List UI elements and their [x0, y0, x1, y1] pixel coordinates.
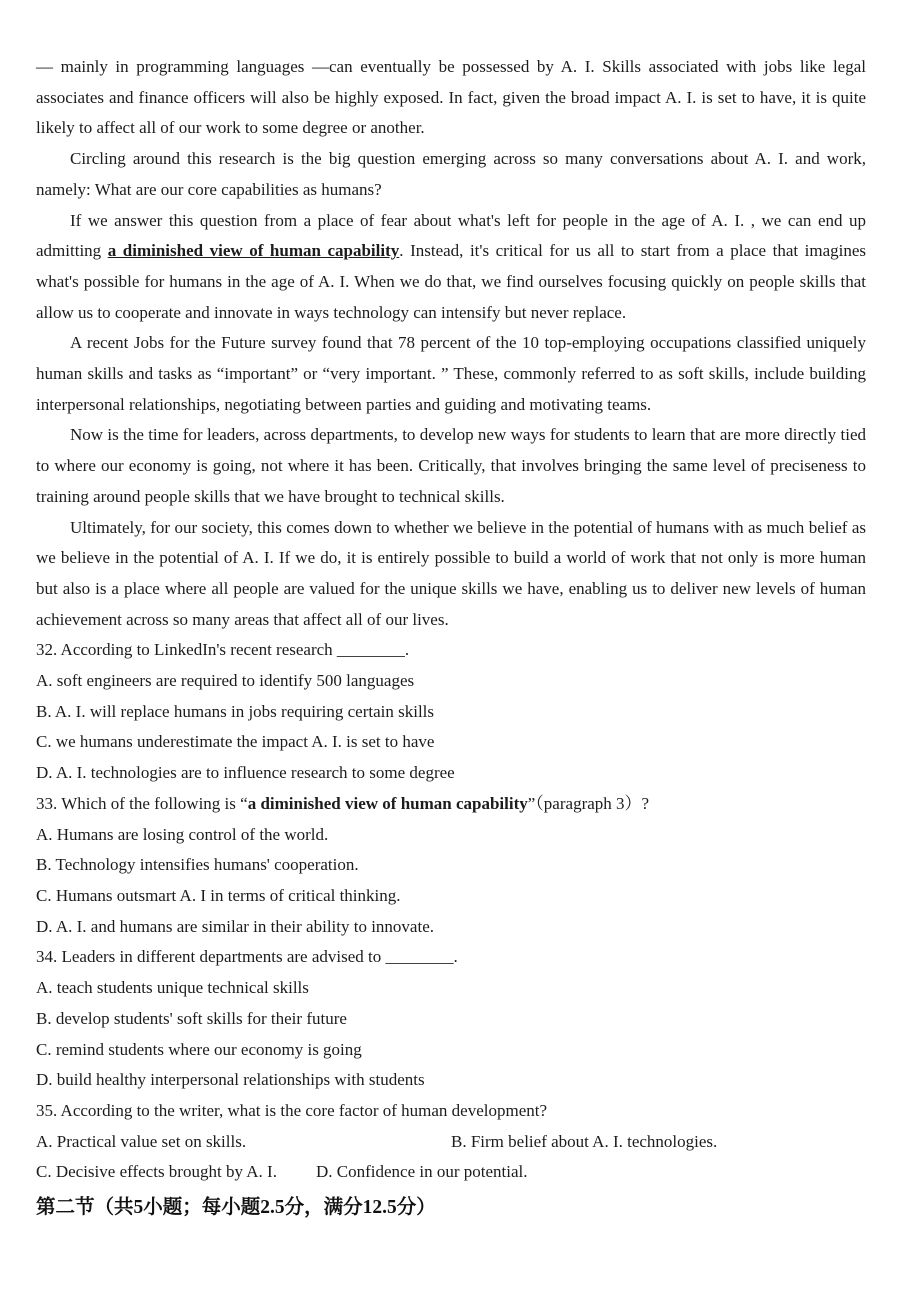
question-34-option-c: C. remind students where our economy is going — [36, 1039, 362, 1059]
question-33-option-d: D. A. I. and humans are similar in their ability to innovate. — [36, 916, 434, 936]
question-34-option-a: A. teach students unique technical skills — [36, 978, 309, 998]
passage-paragraph-3 — [36, 206, 866, 329]
question-35-options-row-1 — [36, 1127, 866, 1158]
passage-paragraph-5: Now is the time for leaders, across departments, to develop new ways for students to learn that are more directly tied to where our economy is going, not where it has been. Critically, that involves bringing the same level of preciseness to training around people skills that we have brought to technical skills. — [36, 425, 866, 506]
question-32-option-c: C. we humans underestimate the impact A. I. is set to have — [36, 732, 435, 752]
passage-paragraph-1: — mainly in programming languages —can eventually be possessed by A. I. Skills associated with jobs like legal associates and finance officers will also be highly exposed. In fact, given the broad impact A. I. is set to have, it is quite likely to affect all of our work to some degree or another. — [36, 57, 866, 138]
question-35-option-b: B. Firm belief about A. I. technologies. — [451, 1131, 718, 1151]
paragraph-3-text-before: If we answer this question from a place of fear about what's left for people in the age of A. I. , we can end up admitting — [36, 210, 866, 261]
passage-paragraph-2: Circling around this research is the big question emerging across so many conversations about A. I. and work, namely: What are our core capabilities as humans? — [36, 149, 866, 199]
question-35-option-d: D. Confidence in our potential. — [316, 1162, 528, 1182]
question-35-stem: 35. According to the writer, what is the core factor of human development? — [36, 1100, 548, 1120]
question-33-stem — [36, 789, 866, 820]
question-34-option-d: D. build healthy interpersonal relationships with students — [36, 1070, 425, 1090]
paragraph-3-text-after: . Instead, it's critical for us all to start from a place that imagines what's possible for humans in the age of A. I. When we do that, we find ourselves focusing quickly on people skills that allow us to cooperate and innovate in ways technology can intensify but never replace. — [36, 241, 867, 322]
question-34-option-b: B. develop students' soft skills for their future — [36, 1008, 347, 1028]
passage-paragraph-6: Ultimately, for our society, this comes down to whether we believe in the potential of humans with as much belief as we believe in the potential of A. I. If we do, it is entirely possible to build a world of work that not only is more human but also is a place where all people are valued for the unique skills we have, enabling us to deliver new levels of human achievement across so many areas that affect all of our lives. — [36, 517, 866, 629]
question-33-stem-before: 33. Which of the following is “ — [36, 793, 248, 813]
question-32-option-d: D. A. I. technologies are to influence research to some degree — [36, 763, 455, 783]
question-35-option-a: A. Practical value set on skills. — [36, 1131, 247, 1151]
paragraph-3-key-phrase: a diminished view of human capability — [107, 241, 400, 261]
question-32-stem: 32. According to LinkedIn's recent research ________. — [36, 640, 410, 660]
question-35-options-row-2 — [36, 1157, 866, 1188]
question-33-stem-after: ”（paragraph 3）? — [527, 793, 650, 813]
passage-paragraph-4: A recent Jobs for the Future survey found that 78 percent of the 10 top-employing occupations classified uniquely human skills and tasks as “important” or “very important. ” These, commonly referred to as soft skills, include building interpersonal relationships, negotiating between parties and guiding and motivating teams. — [36, 333, 866, 414]
question-33-option-c: C. Humans outsmart A. I in terms of critical thinking. — [36, 885, 401, 905]
question-34-stem: 34. Leaders in different departments are advised to ________. — [36, 947, 458, 967]
question-33-option-b: B. Technology intensifies humans' cooperation. — [36, 855, 359, 875]
question-32-option-b: B. A. I. will replace humans in jobs requiring certain skills — [36, 701, 435, 721]
section-2-heading: 第二节（共5小题；每小题2.5分，满分12.5分） — [36, 1197, 436, 1219]
question-33-option-a: A. Humans are losing control of the world. — [36, 824, 329, 844]
question-33-key-phrase: a diminished view of human capability — [247, 793, 528, 813]
question-35-option-c: C. Decisive effects brought by A. I. — [36, 1162, 277, 1182]
question-32-option-a: A. soft engineers are required to identify 500 languages — [36, 671, 415, 691]
